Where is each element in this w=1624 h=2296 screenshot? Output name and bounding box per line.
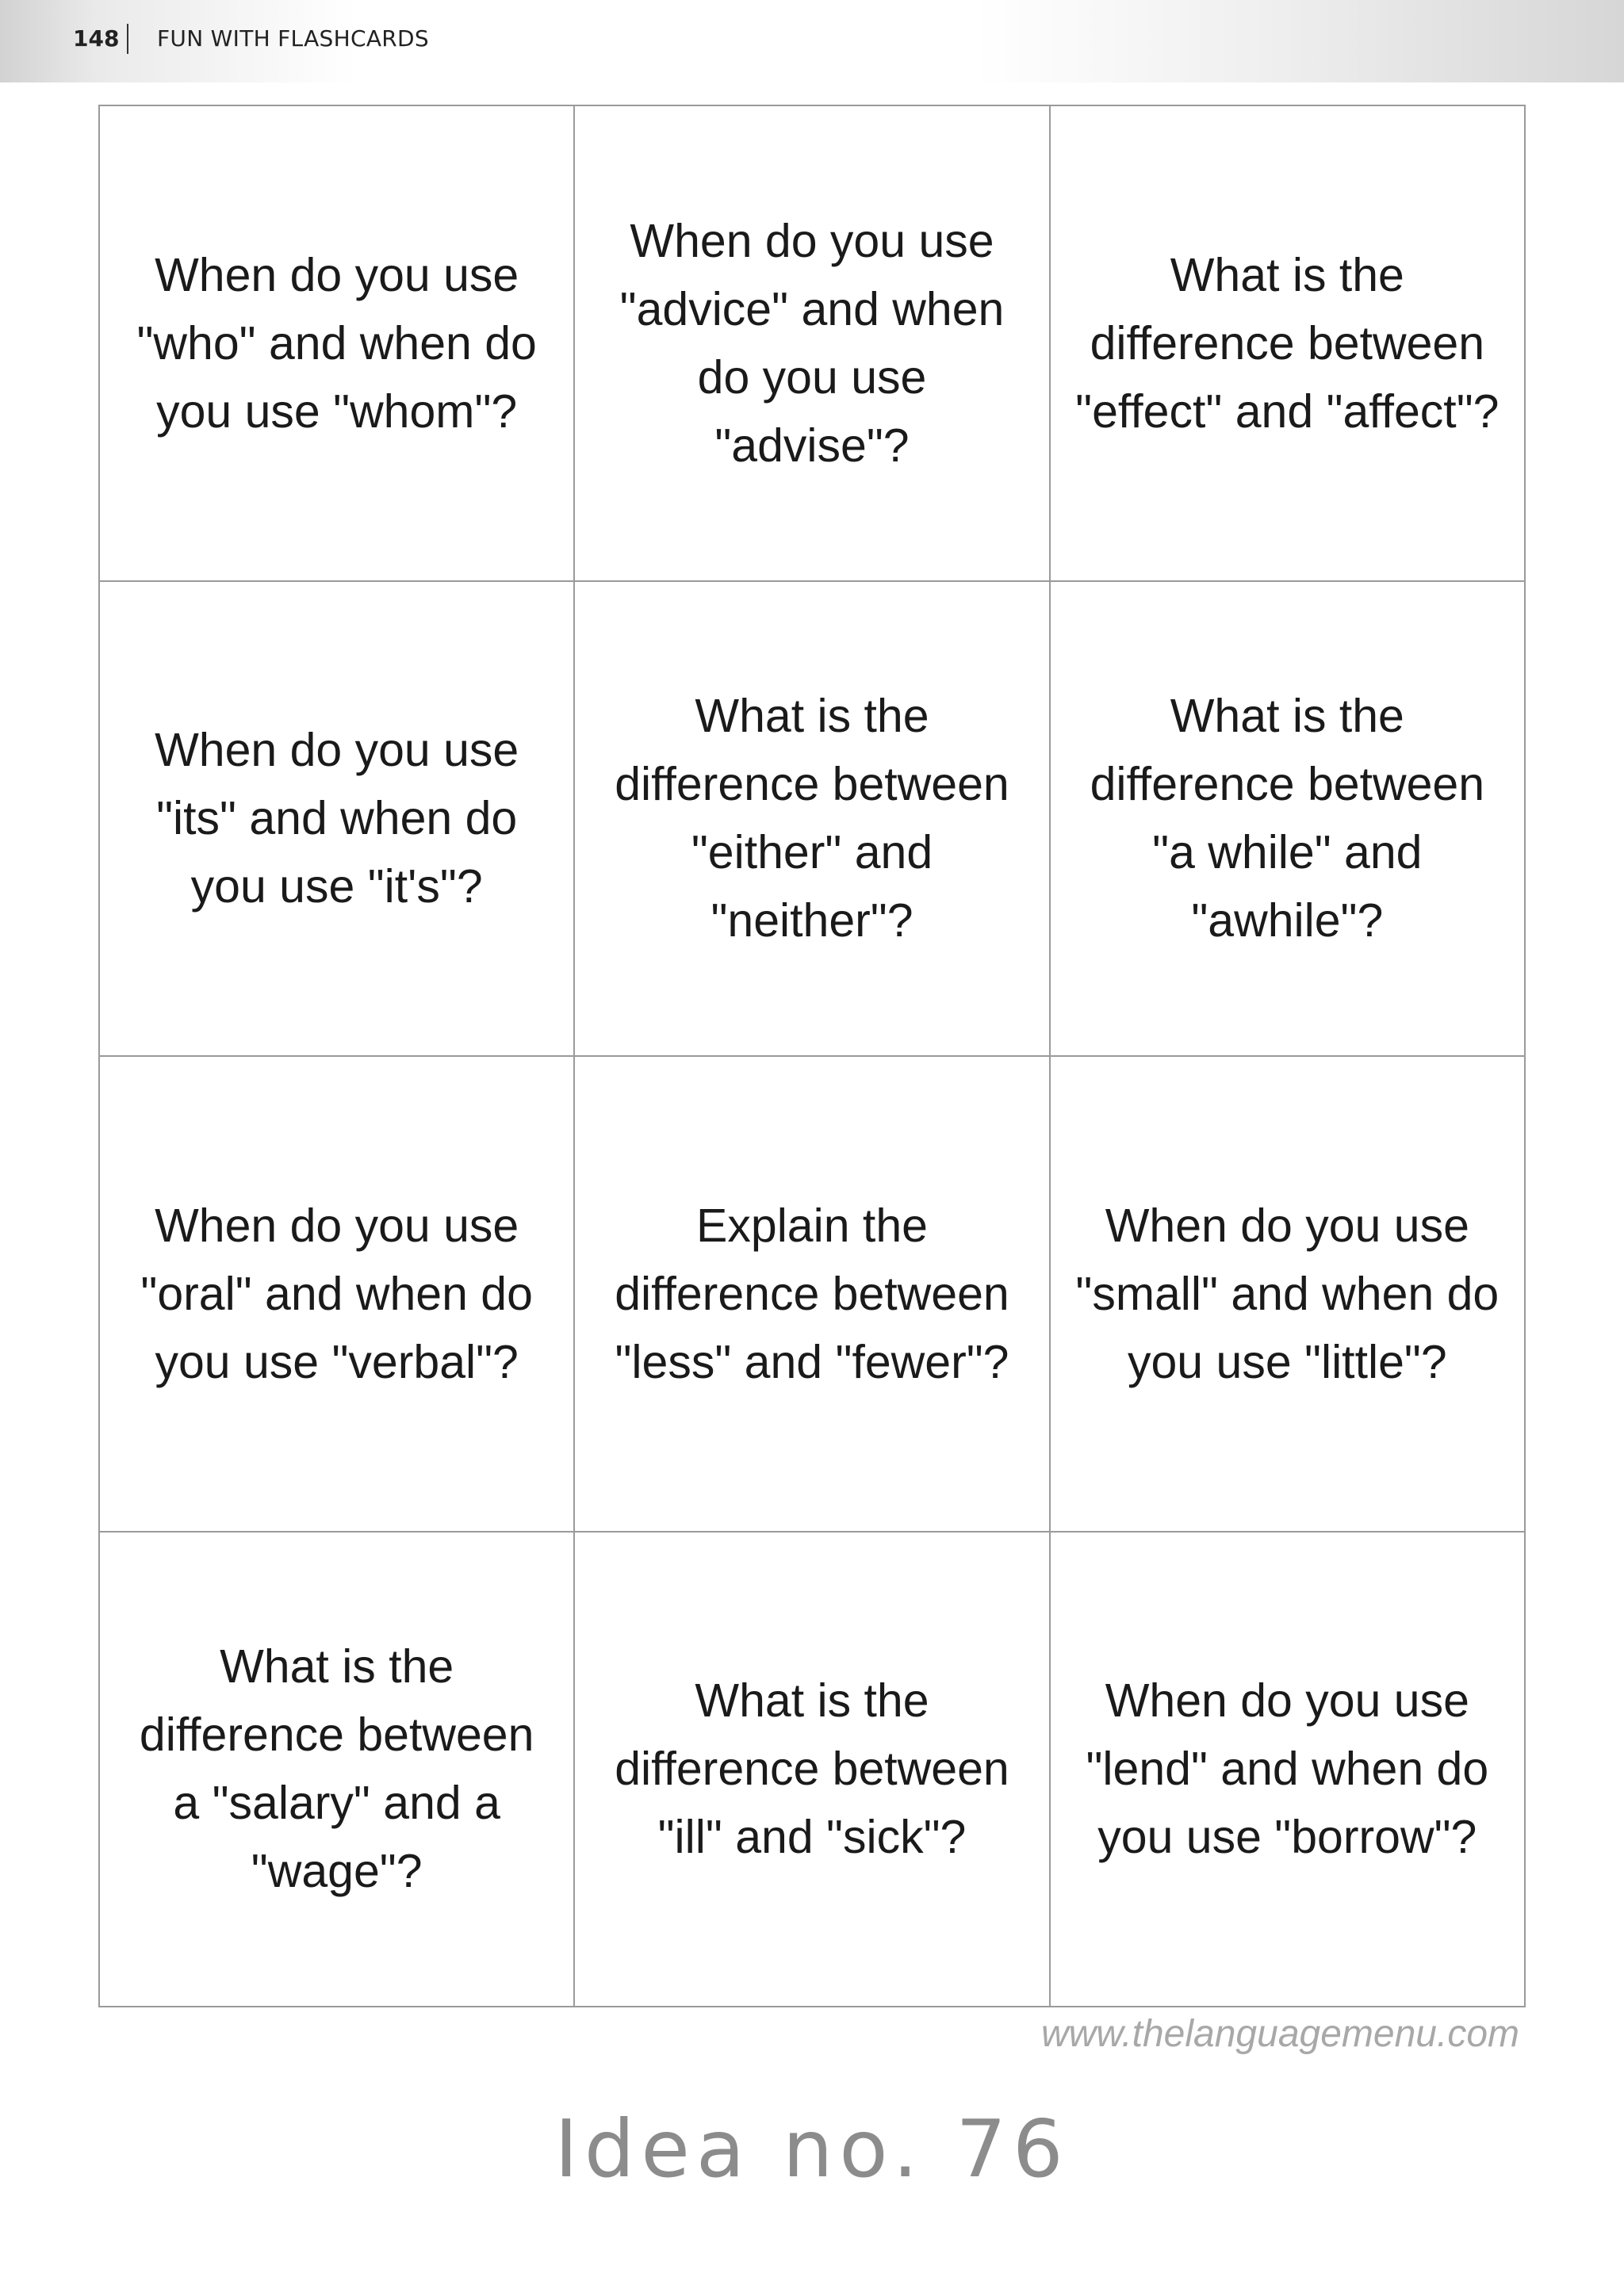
- flashcard: [100, 1057, 575, 1533]
- flashcard: [1051, 582, 1526, 1058]
- flashcard-text: When do you use "oral" and when do you use "verbal"?: [140, 1199, 533, 1388]
- flashcard-text: What is the difference between "ill" and "sick"?: [615, 1674, 1009, 1864]
- flashcard: [575, 582, 1050, 1058]
- flashcard: [575, 1533, 1050, 2008]
- flashcard-text: When do you use "its" and when do you use "it's"?: [155, 724, 519, 913]
- flashcard: [1051, 106, 1526, 582]
- flashcard-text: Explain the difference between "less" and "fewer"?: [615, 1199, 1009, 1388]
- flashcard-text: When do you use "lend" and when do you use "borrow"?: [1086, 1674, 1489, 1864]
- header-divider: [127, 24, 128, 54]
- flashcard: [575, 106, 1050, 582]
- flashcard-text: When do you use "advice" and when do you use "advise"?: [619, 214, 1005, 472]
- flashcard-text: What is the difference between "effect" and "affect"?: [1075, 248, 1500, 438]
- website-url: www.thelanguagemenu.com: [1040, 2013, 1519, 2055]
- flashcard-grid: [98, 105, 1526, 2007]
- flashcard: [100, 582, 575, 1058]
- flashcard: [1051, 1533, 1526, 2008]
- flashcard: [100, 1533, 575, 2008]
- flashcard-text: What is the difference between a "salary" and a "wage"?: [139, 1640, 534, 1898]
- flashcard-text: What is the difference between "a while" and "awhile"?: [1090, 690, 1485, 947]
- flashcard: [1051, 1057, 1526, 1533]
- flashcard-text: When do you use "who" and when do you use "whom"?: [136, 248, 537, 438]
- page-number: 148: [73, 25, 120, 52]
- idea-number-label: Idea no. 76: [554, 2103, 1070, 2195]
- flashcard: [100, 106, 575, 582]
- flashcard-text: When do you use "small" and when do you use "little"?: [1075, 1199, 1500, 1388]
- book-title: FUN WITH FLASHCARDS: [157, 25, 429, 52]
- flashcard: [575, 1057, 1050, 1533]
- flashcard-text: What is the difference between "either" and "neither"?: [615, 690, 1009, 947]
